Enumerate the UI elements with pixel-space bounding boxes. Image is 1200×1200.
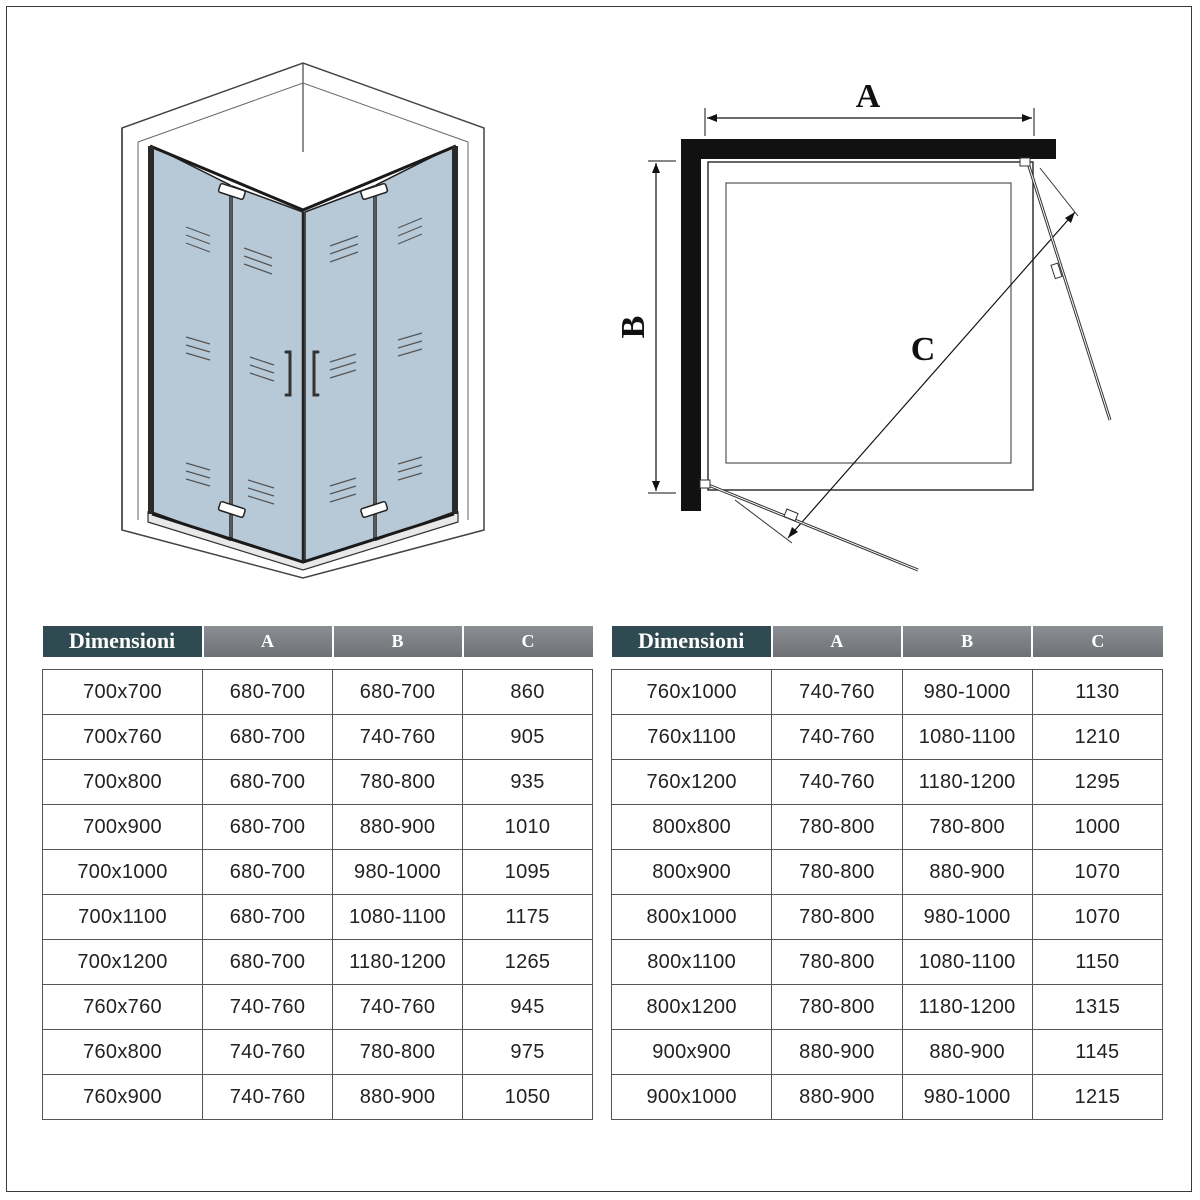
cell-b: 980-1000 [333, 850, 463, 895]
cell-dimensioni: 900x1000 [612, 1075, 772, 1120]
cell-b: 780-800 [333, 1030, 463, 1075]
cell-b: 880-900 [902, 1030, 1032, 1075]
cell-c: 1050 [463, 1075, 593, 1120]
cell-a: 780-800 [772, 985, 902, 1030]
cell-b: 740-760 [333, 715, 463, 760]
table-header-row [43, 626, 593, 657]
cell-dimensioni: 700x1200 [43, 940, 203, 985]
cell-b: 1080-1100 [902, 715, 1032, 760]
cell-b: 880-900 [333, 1075, 463, 1120]
cell-b: 1080-1100 [333, 895, 463, 940]
table-row [612, 805, 1163, 850]
cell-a: 780-800 [772, 805, 902, 850]
header-a: A [203, 626, 333, 657]
table-row [43, 895, 593, 940]
cell-b: 780-800 [333, 760, 463, 805]
cell-dimensioni: 800x900 [612, 850, 772, 895]
cell-a: 740-760 [772, 715, 902, 760]
cell-c: 1315 [1032, 985, 1162, 1030]
header-b: B [902, 626, 1032, 657]
cell-dimensioni: 760x900 [43, 1075, 203, 1120]
cell-dimensioni: 900x900 [612, 1030, 772, 1075]
header-dimensioni: Dimensioni [43, 626, 203, 657]
cell-a: 740-760 [772, 760, 902, 805]
table-row [43, 850, 593, 895]
shower-enclosure-illustration [122, 63, 484, 578]
cell-a: 680-700 [203, 940, 333, 985]
cell-c: 1130 [1032, 670, 1162, 715]
top-view-diagram [615, 78, 1110, 570]
cell-a: 740-760 [772, 670, 902, 715]
cell-a: 740-760 [203, 1030, 333, 1075]
table-header-row [612, 626, 1163, 657]
cell-dimensioni: 800x1000 [612, 895, 772, 940]
cell-c: 1145 [1032, 1030, 1162, 1075]
cell-dimensioni: 700x800 [43, 760, 203, 805]
cell-c: 1215 [1032, 1075, 1162, 1120]
cell-c: 1070 [1032, 895, 1162, 940]
cell-b: 780-800 [902, 805, 1032, 850]
table-row [612, 850, 1163, 895]
cell-dimensioni: 700x1100 [43, 895, 203, 940]
table-row [43, 760, 593, 805]
cell-dimensioni: 760x800 [43, 1030, 203, 1075]
cell-b: 740-760 [333, 985, 463, 1030]
table-row [612, 760, 1163, 805]
cell-dimensioni: 800x1100 [612, 940, 772, 985]
cell-a: 880-900 [772, 1075, 902, 1120]
table-row [43, 670, 593, 715]
dimensions-table-1 [42, 626, 593, 1120]
cell-a: 780-800 [772, 940, 902, 985]
header-a: A [772, 626, 902, 657]
cell-b: 980-1000 [902, 895, 1032, 940]
cell-dimensioni: 700x900 [43, 805, 203, 850]
cell-a: 680-700 [203, 805, 333, 850]
cell-c: 1070 [1032, 850, 1162, 895]
table-row [612, 1075, 1163, 1120]
table-row [612, 715, 1163, 760]
cell-b: 1180-1200 [902, 760, 1032, 805]
cell-dimensioni: 800x800 [612, 805, 772, 850]
cell-a: 880-900 [772, 1030, 902, 1075]
table-row [612, 670, 1163, 715]
cell-a: 680-700 [203, 760, 333, 805]
cell-c: 1295 [1032, 760, 1162, 805]
cell-c: 1265 [463, 940, 593, 985]
cell-dimensioni: 760x760 [43, 985, 203, 1030]
cell-b: 980-1000 [902, 670, 1032, 715]
header-c: C [463, 626, 593, 657]
label-c: C [910, 331, 936, 368]
cell-c: 1095 [463, 850, 593, 895]
cell-dimensioni: 760x1000 [612, 670, 772, 715]
table-row [612, 985, 1163, 1030]
cell-dimensioni: 700x760 [43, 715, 203, 760]
cell-b: 1080-1100 [902, 940, 1032, 985]
cell-a: 680-700 [203, 715, 333, 760]
cell-c: 1000 [1032, 805, 1162, 850]
cell-b: 680-700 [333, 670, 463, 715]
cell-a: 680-700 [203, 670, 333, 715]
header-c: C [1032, 626, 1162, 657]
cell-dimensioni: 760x1200 [612, 760, 772, 805]
cell-c: 1010 [463, 805, 593, 850]
cell-a: 780-800 [772, 895, 902, 940]
dimensions-table-2 [611, 626, 1163, 1120]
cell-a: 740-760 [203, 1075, 333, 1120]
header-dimensioni: Dimensioni [612, 626, 772, 657]
cell-b: 1180-1200 [902, 985, 1032, 1030]
table-row [612, 1030, 1163, 1075]
cell-c: 1210 [1032, 715, 1162, 760]
table-row [43, 985, 593, 1030]
cell-dimensioni: 700x1000 [43, 850, 203, 895]
cell-c: 905 [463, 715, 593, 760]
header-b: B [333, 626, 463, 657]
label-a: A [855, 78, 881, 115]
cell-b: 980-1000 [902, 1075, 1032, 1120]
cell-dimensioni: 700x700 [43, 670, 203, 715]
table-row [612, 940, 1163, 985]
cell-c: 945 [463, 985, 593, 1030]
label-b: B [615, 315, 652, 339]
cell-dimensioni: 760x1100 [612, 715, 772, 760]
cell-b: 880-900 [333, 805, 463, 850]
cell-b: 1180-1200 [333, 940, 463, 985]
cell-dimensioni: 800x1200 [612, 985, 772, 1030]
cell-c: 1150 [1032, 940, 1162, 985]
table-row [43, 1075, 593, 1120]
table-row [43, 940, 593, 985]
cell-c: 1175 [463, 895, 593, 940]
cell-c: 975 [463, 1030, 593, 1075]
cell-c: 935 [463, 760, 593, 805]
table-row [612, 895, 1163, 940]
table-row [43, 1030, 593, 1075]
cell-c: 860 [463, 670, 593, 715]
cell-a: 740-760 [203, 985, 333, 1030]
table-row [43, 715, 593, 760]
table-row [43, 805, 593, 850]
cell-a: 680-700 [203, 895, 333, 940]
cell-a: 680-700 [203, 850, 333, 895]
cell-b: 880-900 [902, 850, 1032, 895]
cell-a: 780-800 [772, 850, 902, 895]
